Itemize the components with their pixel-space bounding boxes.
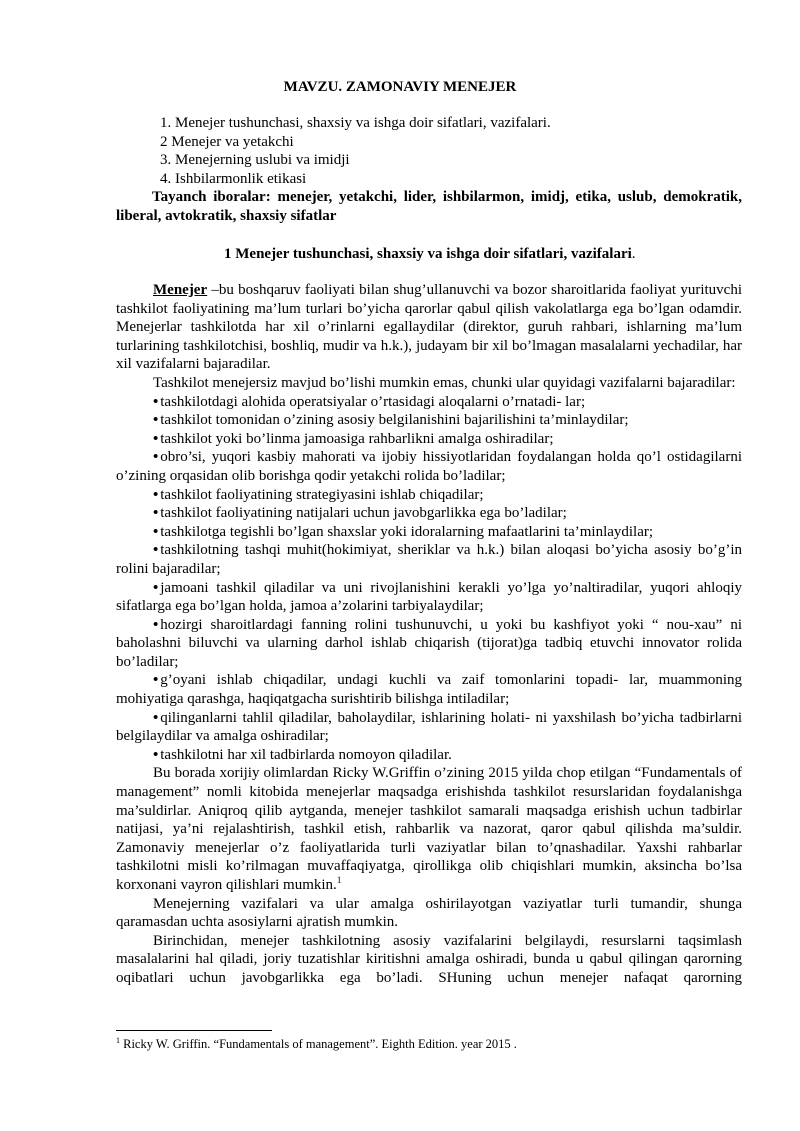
bullet-item: • tashkilot tomonidan o’zining asosiy belgilanishini bajarilishini ta’minlaydilar;: [116, 411, 742, 430]
definition-term: Menejer: [153, 282, 208, 298]
section-heading: [224, 245, 744, 264]
bullet-item: • obro’si, yuqori kasbiy mahorati va ijobiy hissiyotlaridan foydalangan holda qo’l ostidagilarni o’zining orqasidan olib borishga qodir yetakchi rolida bo’ladilar;: [116, 448, 742, 485]
bullet-item: • tashkilotning tashqi muhit(hokimiyat, sheriklar va h.k.) bilan aloqasi bo’yicha asosiy bo’g’in rolini bajaradilar;: [116, 541, 742, 578]
bullet-item: • tashkilotdagi alohida operatsiyalar o’rtasidagi aloqalarni o’rnatadi- lar;: [116, 393, 742, 412]
functions-paragraph: Menejerning vazifalari va ular amalga oshirilayotgan vaziyatlar turli tumandir, shunga qaramasdan uchta asosiylarni ajratish mumkin.: [116, 895, 742, 931]
footnote-number: 1: [116, 1035, 120, 1045]
bullet-item: • tashkilot faoliyatining strategiyasini ishlab chiqadilar;: [116, 486, 742, 505]
section-heading-period: .: [631, 246, 636, 262]
plan-item: 3. Menejerning uslubi va imidji: [160, 152, 350, 169]
footnote: [116, 1037, 742, 1052]
plan-item: 1. Menejer tushunchasi, shaxsiy va ishga doir sifatlari, vazifalari.: [160, 115, 551, 131]
first-function-paragraph: Birinchidan, menejer tashkilotning asosiy vazifalarini belgilaydi, resurslarni taqsimlash masalalarini hal qiladi, joriy tuzatishlar kiritishni amalga oshiradi, bunda u qabul qilingan qarorning oqibatlari uchun javobgarlikka ega bo’ladi. SHuning uchun menejer nafaqat qarorning: [116, 932, 742, 986]
bullet-item: • qilinganlarni tahlil qiladilar, baholaydilar, ishlarining holati- ni yaxshilash bo’yicha tadbirlarni belgilaydilar va amalga oshiradilar;: [116, 709, 742, 746]
topic-plan-list: [160, 114, 720, 188]
bullet-item: • tashkilot yoki bo’linma jamoasiga rahbarlikni amalga oshiradilar;: [116, 430, 742, 449]
bullet-item: • tashkilot faoliyatining natijalari uchun javobgarlikka ega bo’ladilar;: [116, 504, 742, 523]
definition-text: –bu boshqaruv faoliyati bilan shug’ullanuvchi va bozor sharoitlarida faoliyat yurituvchi tashkilot faoliyatining ma’lum turlari bo’yicha qarorlar qabul qilish vakolatlarga ega bo’lgan odamdir. Menejerlar tashkilotda har xil o’rinlarni egallaydilar (direktor, guruh rahbari, ishlarning ma’lum turlarining tashkilotchisi, boshliq, mudir va h.k.), judayam bir xil bo’lmagan masalalarni yechadilar, har xil vazifalarni bajaradilar.: [116, 282, 742, 373]
footnote-text: Ricky W. Griffin. “Fundamentals of management”. Eighth Edition. year 2015 .: [120, 1037, 517, 1051]
plan-item: 4. Ishbilarmonlik etikasi: [160, 170, 307, 187]
keywords-paragraph: Tayanch iboralar: menejer, yetakchi, lider, ishbilarmon, imidj, etika, uslub, demokratik, liberal, avtokratik, shaxsiy sifatlar: [116, 189, 742, 224]
footnote-reference[interactable]: 1: [336, 875, 342, 885]
bullet-item: • tashkilotga tegishli bo’lgan shaxslar yoki idoralarning mafaatlarini ta’minlaydilar;: [116, 523, 742, 542]
griffin-paragraph: [116, 764, 742, 894]
bullet-item: • tashkilotni har xil tadbirlarda nomoyon qiladilar.: [116, 746, 742, 765]
bullet-item: • hozirgi sharoitlardagi fanning rolini tushunuvchi, u yoki bu kashfiyot yoki “ nou-xau” ni baholashni biluvchi va ularning darhol ishlab chiqarish (tijorat)ga tadbiq etuvchi innovator rolida bo’ladilar;: [116, 616, 742, 672]
body-text: [116, 281, 742, 988]
bullet-item: • g’oyani ishlab chiqadilar, undagi kuchli va zaif tomonlarini topadi- lar, muammoning mohiyatiga qarashga, haqiqatgacha surishtirib bilishga intiladilar;: [116, 671, 742, 708]
footnote-separator: [116, 1030, 272, 1031]
plan-item: 2 Menejer va yetakchi: [160, 133, 294, 150]
page-title: MAVZU. ZAMONAVIY MENEJER: [283, 79, 517, 95]
functions-intro-paragraph: Tashkilot menejersiz mavjud bo’lishi mumkin emas, chunki ular quyidagi vazifalarni bajaradilar:: [153, 374, 736, 391]
section-heading-text: 1 Menejer tushunchasi, shaxsiy va ishga doir sifatlari, vazifalari: [224, 246, 632, 262]
definition-paragraph: [116, 281, 742, 374]
bullet-item: • jamoani tashkil qiladilar va uni rivojlanishini kerakli yo’lga yo’naltiradilar, yuqori ahloqiy sifatlarga ega bo’lgan holda, jamoa a’zolarini tarbiyalaydilar;: [116, 579, 742, 616]
griffin-paragraph-text: Bu borada xorijiy olimlardan Ricky W.Griffin o’zining 2015 yilda chop etilgan “Fundamentals of management” nomli kitobida menejerlar maqsadga erishishda tashkilot resurslaridan foydalanishga ma’suldirlar. Aniqroq qilib aytganda, menejer tashkilot samarali maqsadga erishish uchun tadbirlar natijasi, ya’ni rejalashtirish, tashkil etish, rahbarlik va nazorat, qaror qabul qilishda ma’suldir. Zamonaviy menejerlar o’z faoliyatlarida turli vaziyatlar bilan to’qnashadilar. Yaxshi rahbarlar tashkilotni misli ko’rilmagan muvaffaqiyatga, qirollikga olib chiqishlari mumkin, aksincha bo’lsa korxonani vayron qilishlari mumkin.: [116, 765, 742, 893]
